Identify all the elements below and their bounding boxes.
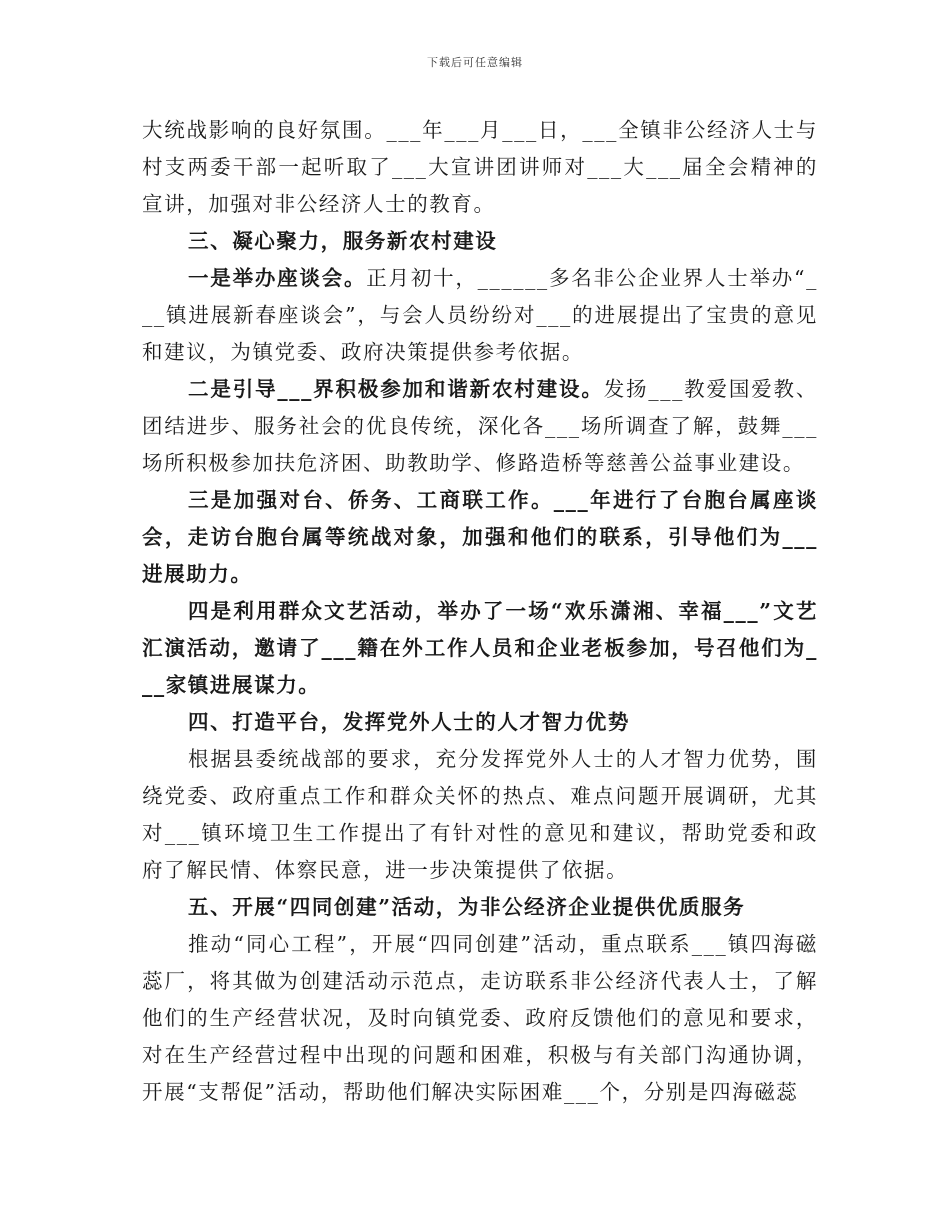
paragraph-symposium bbox=[142, 260, 818, 371]
paragraph-four-together: 推动“同心工程”，开展“四同创建”活动，重点联系___镇四海磁蕊厂，将其做为创建活动示范点，走访联系非公经济代表人士，了解他们的生产经营状况，及时向镇党委、政府反馈他们的意见和要求，对在生产经营过程中出现的问题和困难，积极与有关部门沟通协调，开展“支帮促”活动，帮助他们解决实际困难___个，分别是四海磁蕊 bbox=[142, 932, 818, 1104]
paragraph-guidance bbox=[142, 371, 818, 482]
section-heading-5: 五、开展“四同创建”活动，为非公经济企业提供优质服务 bbox=[188, 895, 746, 919]
section-heading-3: 三、凝心聚力，服务新农村建设 bbox=[188, 229, 498, 253]
paragraph-taiwan-affairs: 三是加强对台、侨务、工商联工作。___年进行了台胞台属座谈会，走访台胞台属等统战对象，加强和他们的联系，引导他们为___进展助力。 bbox=[142, 488, 818, 586]
paragraph-text: 发扬___教爱国爱教、团结进步、服务社会的优良传统，深化各___场所调查了解，鼓舞___场所积极参加扶危济困、助教助学、修路造桥等慈善公益事业建设。 bbox=[142, 377, 819, 475]
paragraph-talent: 根据县委统战部的要求，充分发挥党外人士的人才智力优势，围绕党委、政府重点工作和群众关怀的热点、难点问题开展调研，尤其对___镇环境卫生工作提出了有针对性的意见和建议，帮助党委和政府了解民情、体察民意，进一步决策提供了依据。 bbox=[142, 747, 818, 882]
document-body bbox=[142, 112, 818, 1111]
paragraph-text: 正月初十，______多名非公企业界人士举办“___镇进展新春座谈会”，与会人员纷纷对___的进展提出了宝贵的意见和建议，为镇党委、政府决策提供参考依据。 bbox=[142, 266, 818, 364]
paragraph-lead: 二是引导___界积极参加和谐新农村建设。 bbox=[188, 377, 604, 401]
paragraph-cultural-activity: 四是利用群众文艺活动，举办了一场“欢乐潇湘、幸福___”文艺汇演活动，邀请了___籍在外工作人员和企业老板参加，号召他们为___家镇进展谋力。 bbox=[142, 599, 818, 697]
section-heading-4: 四、打造平台，发挥党外人士的人才智力优势 bbox=[188, 710, 630, 734]
paragraph-continuation: 大统战影响的良好氛围。___年___月___日，___全镇非公经济人士与村支两委干部一起听取了___大宣讲团讲师对___大___届全会精神的宣讲，加强对非公经济人士的教育。 bbox=[142, 118, 818, 216]
paragraph-lead: 一是举办座谈会。 bbox=[188, 266, 367, 290]
page-header: 下载后可任意编辑 bbox=[427, 56, 523, 69]
